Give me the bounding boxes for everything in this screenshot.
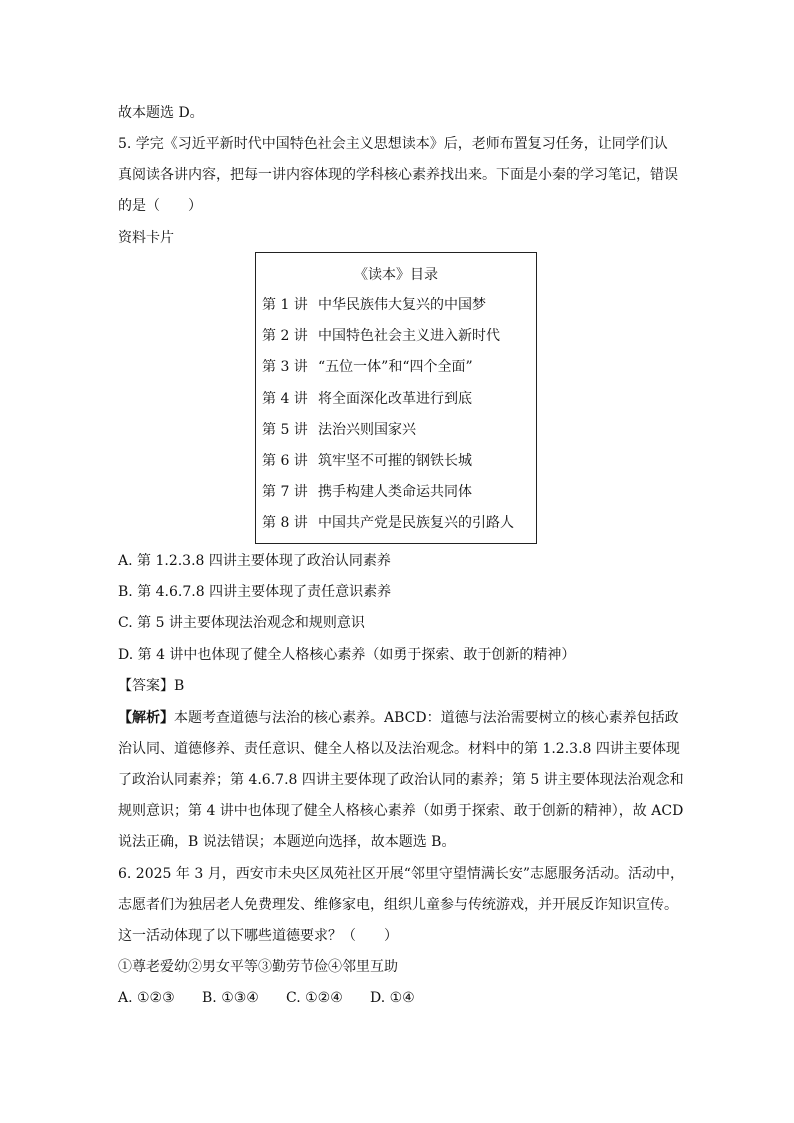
card-row <box>262 451 472 471</box>
lecture-number: 第 5 讲 <box>262 422 308 438</box>
material-card <box>255 252 537 544</box>
answer-label: 【答案】 <box>118 678 174 694</box>
lecture-title: 筑牢坚不可摧的钢铁长城 <box>318 453 472 469</box>
lecture-number: 第 6 讲 <box>262 453 308 469</box>
option-c: C. 第 5 讲主要体现法治观念和规则意识 <box>118 615 365 631</box>
lecture-number: 第 7 讲 <box>262 484 308 500</box>
analysis-line-2: 治认同、道德修养、责任意识、健全人格以及法治观念。材料中的第 1.2.3.8 四讲主要体现 <box>118 741 680 757</box>
card-row <box>262 482 472 502</box>
analysis-label: 【解析】 <box>118 710 174 726</box>
lecture-number: 第 4 讲 <box>262 391 308 407</box>
choice-d: D. ①④ <box>370 990 415 1006</box>
analysis-line-5: 说法正确，B 说法错误；本题逆向选择，故本题选 B。 <box>118 834 456 850</box>
lecture-number: 第 8 讲 <box>262 515 308 531</box>
card-row <box>262 357 473 377</box>
choice-c: C. ①②④ <box>286 990 343 1006</box>
card-caption: 资料卡片 <box>118 230 174 246</box>
choice-b: B. ①③④ <box>202 990 259 1006</box>
question-5-line-3: 的是（ ） <box>118 198 202 214</box>
card-row <box>262 389 472 409</box>
question-5-line-2: 真阅读各讲内容，把每一讲内容体现的学科核心素养找出来。下面是小秦的学习笔记，错误 <box>118 167 678 183</box>
analysis-line-3: 了政治认同素养；第 4.6.7.8 四讲主要体现了政治认同的素养；第 5 讲主要体现法治观念和 <box>118 772 684 788</box>
question-6-statements: ①尊老爱幼②男女平等③勤劳节俭④邻里互助 <box>118 959 398 975</box>
answer-line <box>118 676 184 696</box>
choice-a: A. ①②③ <box>118 990 175 1006</box>
answer-value: B <box>174 678 185 694</box>
analysis-line-1 <box>118 708 679 728</box>
lecture-title: 中国共产党是民族复兴的引路人 <box>318 515 514 531</box>
option-a: A. 第 1.2.3.8 四讲主要体现了政治认同素养 <box>118 553 391 569</box>
option-b: B. 第 4.6.7.8 四讲主要体现了责任意识素养 <box>118 584 392 600</box>
lecture-number: 第 3 讲 <box>262 359 308 375</box>
lecture-title: 法治兴则国家兴 <box>318 422 416 438</box>
card-row <box>262 295 486 315</box>
card-row <box>262 420 416 440</box>
lecture-title: 将全面深化改革进行到底 <box>318 391 472 407</box>
card-title: 《读本》目录 <box>354 267 438 283</box>
lecture-title: 中国特色社会主义进入新时代 <box>318 328 500 344</box>
card-row <box>262 513 514 533</box>
question-6-line-3: 这一活动体现了以下哪些道德要求？（ ） <box>118 928 398 944</box>
analysis-line-4: 规则意识；第 4 讲中也体现了健全人格核心素养（如勇于探索、敢于创新的精神），故 ACD <box>118 803 684 819</box>
card-row <box>262 326 500 346</box>
lecture-title: 携手构建人类命运共同体 <box>318 484 472 500</box>
option-d: D. 第 4 讲中也体现了健全人格核心素养（如勇于探索、敢于创新的精神） <box>118 647 576 663</box>
analysis-text: 本题考查道德与法治的核心素养。ABCD：道德与法治需要树立的核心素养包括政 <box>174 710 679 726</box>
question-6-line-2: 志愿者们为独居老人免费理发、维修家电，组织儿童参与传统游戏，并开展反诈知识宣传。 <box>118 897 678 913</box>
question-6-line-1: 6. 2025 年 3 月，西安市未央区凤苑社区开展“邻里守望情满长安”志愿服务活动。活动中， <box>118 866 685 882</box>
question-5-line-1: 5. 学完《习近平新时代中国特色社会主义思想读本》后，老师布置复习任务，让同学们认 <box>118 136 668 152</box>
lecture-number: 第 1 讲 <box>262 297 308 313</box>
previous-conclusion: 故本题选 D。 <box>118 105 204 121</box>
lecture-title: 中华民族伟大复兴的中国梦 <box>318 297 486 313</box>
lecture-title: “五位一体”和“四个全面” <box>318 359 473 375</box>
lecture-number: 第 2 讲 <box>262 328 308 344</box>
